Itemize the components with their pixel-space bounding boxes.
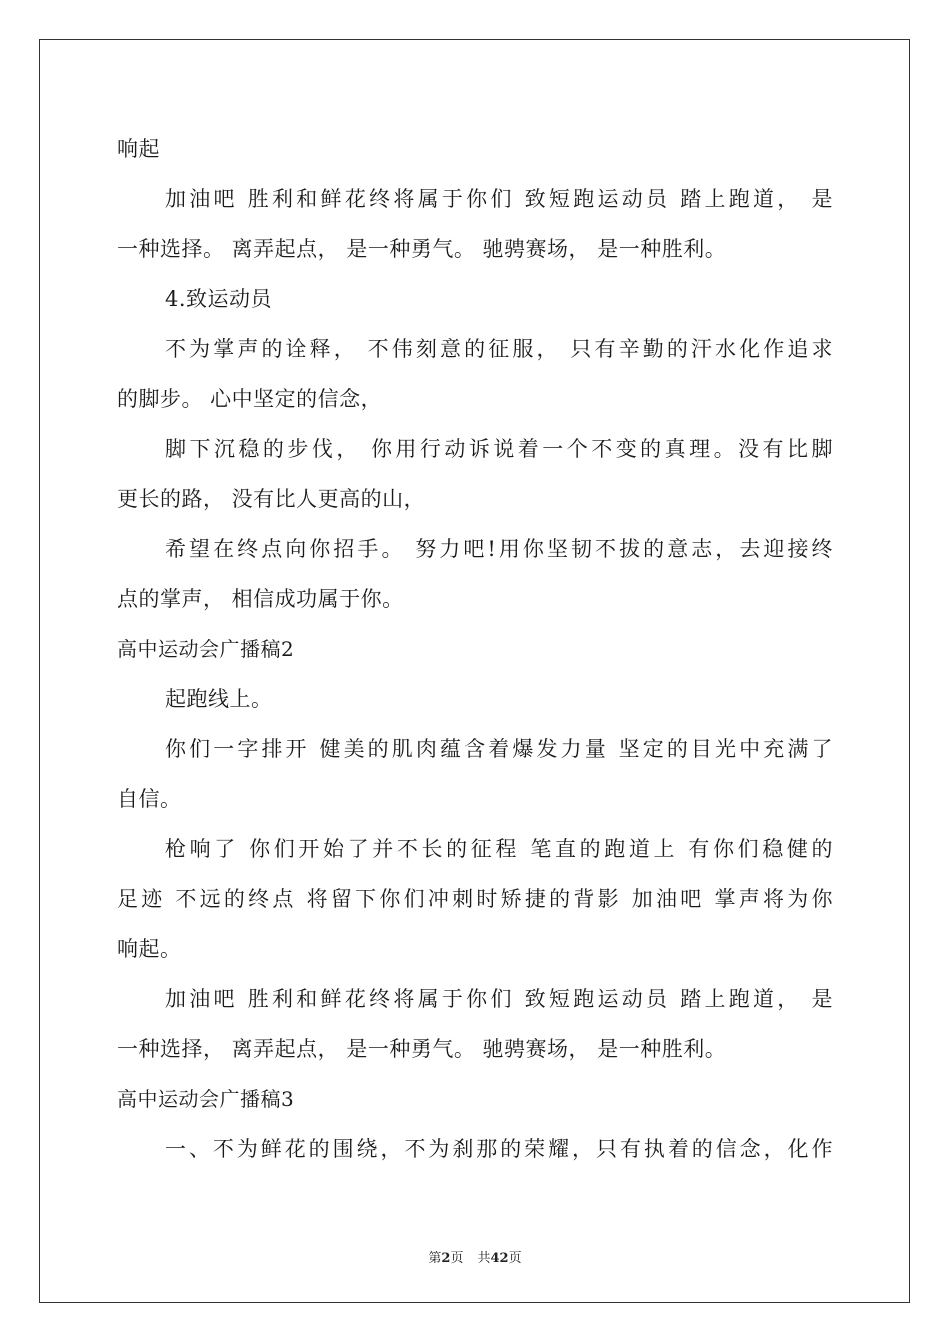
- text-line: 希望在终点向你招手。 努力吧!用你坚韧不拔的意志，去迎接终: [165, 537, 833, 561]
- footer-total-prefix: 共: [477, 1251, 491, 1266]
- footer-total-suffix: 页: [508, 1251, 522, 1266]
- text-line: 加油吧 胜利和鲜花终将属于你们 致短跑运动员 踏上跑道， 是: [165, 987, 833, 1011]
- text-line: 你们一字排开 健美的肌肉蕴含着爆发力量 坚定的目光中充满了: [165, 737, 833, 761]
- text-line: 足迹 不远的终点 将留下你们冲刺时矫捷的背影 加油吧 掌声将为你: [117, 887, 833, 911]
- section-heading: 高中运动会广播稿3: [117, 1087, 295, 1111]
- section-heading: 高中运动会广播稿2: [117, 637, 295, 661]
- text-line: 更长的路， 没有比人更高的山，: [117, 487, 426, 511]
- text-line: 一种选择， 离弄起点， 是一种勇气。 驰骋赛场， 是一种胜利。: [117, 1037, 727, 1061]
- text-line: 的脚步。 心中坚定的信念，: [117, 387, 383, 411]
- text-line: 一种选择。 离弄起点， 是一种勇气。 驰骋赛场， 是一种胜利。: [117, 237, 727, 261]
- section-subtitle: 4.致运动员: [165, 287, 273, 311]
- text-line: 自信。: [117, 787, 182, 811]
- document-body: [117, 124, 833, 1174]
- total-page-count: 42: [490, 1251, 509, 1266]
- text-line: 一、不为鲜花的围绕，不为刹那的荣耀，只有执着的信念，化作: [165, 1137, 833, 1161]
- current-page-number: 2: [441, 1251, 451, 1266]
- text-line: 脚下沉稳的步伐， 你用行动诉说着一个不变的真理。没有比脚: [165, 437, 833, 461]
- text-line: 枪响了 你们开始了并不长的征程 笔直的跑道上 有你们稳健的: [165, 837, 833, 861]
- text-line: 加油吧 胜利和鲜花终将属于你们 致短跑运动员 踏上跑道， 是: [165, 187, 833, 211]
- text-line: 响起: [117, 137, 160, 161]
- footer-page-suffix: 页: [450, 1251, 464, 1266]
- text-line: 不为掌声的诠释， 不伟刻意的征服， 只有辛勤的汗水化作追求: [165, 337, 833, 361]
- text-line: 点的掌声， 相信成功属于你。: [117, 587, 404, 611]
- footer-prefix: 第: [428, 1251, 442, 1266]
- text-line: 响起。: [117, 937, 182, 961]
- page-footer: [0, 1247, 950, 1266]
- text-line: 起跑线上。: [165, 687, 273, 711]
